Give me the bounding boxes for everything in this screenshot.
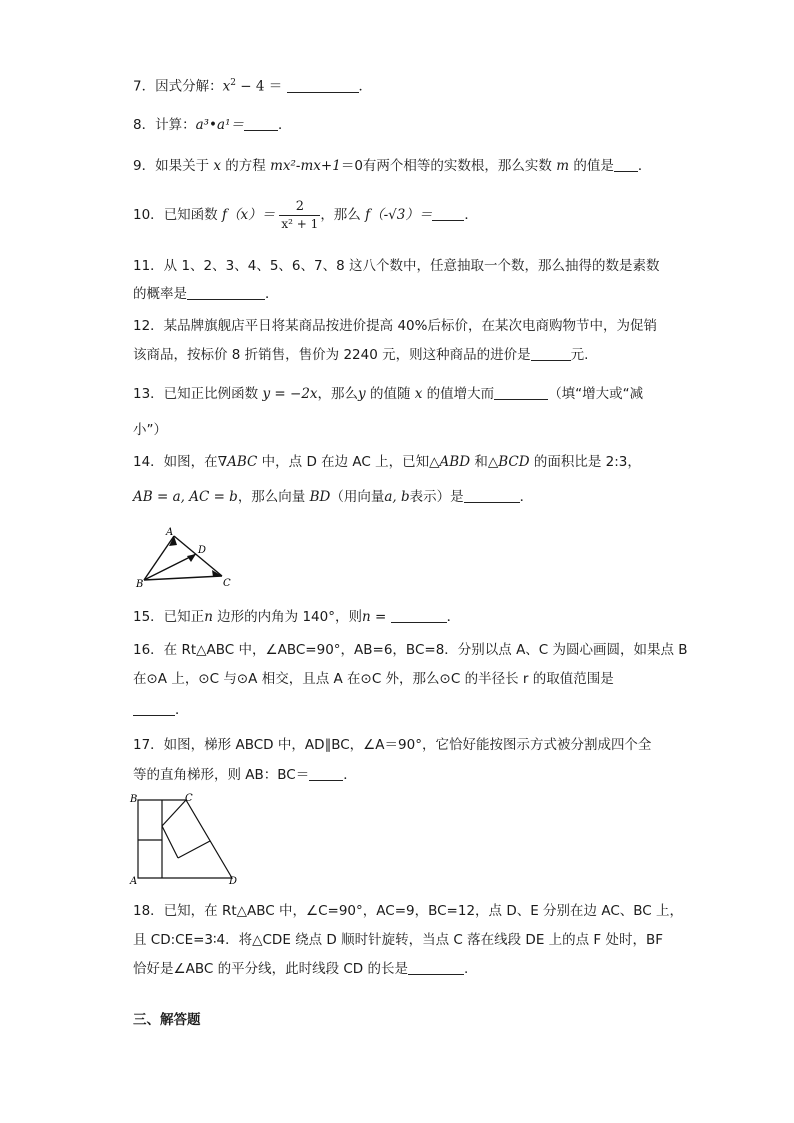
question-16-line-3 — [133, 700, 189, 720]
q17-end: ． — [343, 767, 357, 783]
question-12-line-2 — [133, 345, 588, 365]
fig17-label-a: A — [130, 876, 138, 886]
fig17-cut-3 — [162, 800, 186, 826]
figure-14-triangle — [134, 526, 238, 588]
q10-text-b: ，那么 — [320, 207, 366, 223]
q8-answer-blank — [244, 116, 278, 131]
q16-end: ． — [175, 702, 189, 718]
q14-answer-blank — [464, 488, 520, 503]
q9-var-m: m — [556, 158, 570, 174]
q11-answer-blank — [187, 285, 265, 300]
question-18-line-2: 且 CD:CE=3∶4．将△CDE 绕点 D 顺时针旋转，当点 C 落在线段 DE 上的点 F 处时，BF — [133, 932, 664, 948]
q9-end: ． — [637, 158, 652, 174]
q8-expr: a³•a¹＝ — [195, 117, 244, 133]
q13-text-b: ，那么 — [317, 386, 359, 402]
question-18-line-3 — [133, 959, 468, 979]
q9-text-b: 的方程 — [221, 158, 271, 174]
question-17-line-1: 17．如图，梯形 ABCD 中，AD∥BC，∠A＝90°，它恰好能按图示方式被分割成四个全 — [133, 737, 652, 753]
q10-numerator: 2 — [279, 199, 320, 216]
q13-text-c: 的值随 — [365, 386, 415, 402]
question-8 — [133, 115, 291, 135]
q14-triangle: ∇ABC — [217, 454, 258, 470]
q14-text-e: ，那么向量 — [237, 489, 310, 505]
q7-number: 7． — [133, 78, 156, 95]
question-14-line-2 — [133, 487, 533, 507]
q8-end: ． — [277, 117, 292, 133]
question-13-line-1 — [133, 384, 643, 404]
q14-text-b: 中，点 D 在边 AC 上，已知△ — [257, 454, 440, 470]
q14-vectors-ab: a, b — [384, 489, 410, 505]
q14-text-a: 14．如图，在 — [133, 454, 218, 470]
q11-text: 的概率是 — [133, 286, 187, 302]
fig17-cut-5 — [178, 841, 210, 858]
q10-answer-blank — [432, 206, 464, 221]
question-18-line-1: 18．已知，在 Rt△ABC 中，∠C=90°，AC=9，BC=12，点 D、E 分别在边 AC、BC 上， — [133, 903, 683, 919]
q7-answer-blank — [287, 78, 359, 93]
q13-answer-blank — [494, 385, 548, 400]
question-12-line-1: 12．某品牌旗舰店平日将某商品按进价提高 40%后标价，在某次电商购物节中，为促销 — [133, 318, 657, 334]
fig14-segment-bd — [144, 554, 196, 580]
q9-equation: mx²-mx+1 — [270, 158, 341, 174]
section-heading: 三、解答题 — [133, 1012, 201, 1028]
q13-text-d: 的值增大而 — [422, 386, 495, 402]
fig14-label-d: D — [198, 545, 207, 556]
q7-expr: x — [222, 78, 231, 95]
q12-text: 该商品，按标价 8 折销售，售价为 2240 元，则这种商品的进价是 — [133, 347, 531, 363]
q9-text-c: ＝0有两个相等的实数根，那么实数 — [340, 158, 557, 174]
fig14-arrow-d — [187, 554, 196, 562]
q8-number: 8． — [133, 117, 156, 133]
q9-answer-blank — [614, 157, 638, 172]
q14-text-d: 的面积比是 2:3， — [529, 454, 641, 470]
q13-text-a: 13．已知正比例函数 — [133, 386, 263, 402]
q10-end: ． — [464, 207, 478, 223]
question-9 — [133, 156, 651, 176]
q14-text-f: （用向量 — [330, 489, 385, 505]
q10-denominator: x² + 1 — [281, 216, 319, 231]
q7-end: ． — [358, 78, 373, 95]
q16-answer-blank — [133, 701, 175, 716]
q14-vector-bd: BD — [309, 489, 331, 505]
q7-rest: − 4 ＝ — [235, 78, 283, 95]
question-16-line-2: 在⊙A 上，⊙C 与⊙A 相交，且点 A 在⊙C 外，那么⊙C 的半径长 r 的取值范围是 — [133, 671, 614, 687]
fig14-label-c: C — [223, 578, 231, 588]
q8-text: 计算： — [155, 117, 196, 133]
fig14-label-a: A — [166, 527, 174, 538]
q9-text-d: 的值是 — [569, 158, 614, 174]
fig17-outline — [138, 800, 232, 878]
q10-function-value: f（-√3）＝ — [365, 207, 433, 223]
fig17-label-b: B — [130, 794, 138, 805]
q9-number: 9． — [133, 158, 156, 174]
q13-var-x: x — [414, 386, 423, 402]
figure-17-trapezoid — [128, 792, 244, 886]
q13-var-y: y — [358, 386, 366, 402]
q14-triangle-abd: ABD — [439, 454, 471, 470]
q15-text-c: = — [370, 609, 391, 625]
fig14-label-b: B — [136, 579, 144, 588]
q10-fraction — [279, 199, 320, 232]
question-11-line-2 — [133, 284, 279, 304]
q7-text: 因式分解： — [155, 78, 223, 95]
q14-end: ． — [519, 489, 534, 505]
q13-text-e: （填“增大或“减 — [548, 386, 644, 402]
fig14-side-ab — [144, 536, 174, 580]
q14-vector-given: AB = a, AC = b — [133, 489, 238, 505]
q12-end: 元. — [570, 347, 589, 363]
q15-answer-blank — [391, 608, 447, 623]
q10-function: f（x）＝ — [221, 207, 276, 223]
q14-text-g: 表示）是 — [409, 489, 464, 505]
q17-text: 等的直角梯形，则 AB：BC＝ — [133, 767, 310, 783]
q12-answer-blank — [531, 346, 571, 361]
q18-text: 恰好是∠ABC 的平分线，此时线段 CD 的长是 — [133, 961, 408, 977]
q17-answer-blank — [309, 766, 343, 781]
fig14-side-ac — [174, 536, 222, 576]
fig14-side-bc — [144, 576, 222, 580]
q7-exponent: 2 — [230, 78, 236, 88]
question-17-line-2 — [133, 765, 357, 785]
q9-var-x: x — [213, 158, 222, 174]
question-16-line-1: 16．在 Rt△ABC 中，∠ABC=90°，AB=6，BC=8．分别以点 A、C 为圆心画圆，如果点 B — [133, 642, 688, 658]
question-11-line-1: 11．从 1、2、3、4、5、6、7、8 这八个数中，任意抽取一个数，那么抽得的数是素数 — [133, 258, 660, 274]
q15-var-n: n — [204, 609, 213, 625]
question-10 — [133, 198, 478, 232]
question-7 — [133, 73, 372, 97]
q15-text-a: 15．已知正 — [133, 609, 205, 625]
q10-number: 10． — [133, 207, 164, 223]
q9-text-a: 如果关于 — [155, 158, 214, 174]
question-13-line-2: 小”） — [133, 422, 167, 438]
q15-var-n-2: n — [362, 609, 371, 625]
q14-triangle-bcd: BCD — [498, 454, 530, 470]
fig17-label-d: D — [229, 876, 238, 886]
q18-end: . — [463, 961, 469, 977]
question-14-line-1 — [133, 452, 641, 472]
q14-text-c: 和△ — [470, 454, 499, 470]
q13-function: y = −2x — [262, 386, 318, 402]
q18-answer-blank — [408, 960, 464, 975]
q10-text-a: 已知函数 — [163, 207, 222, 223]
fig17-label-c: C — [185, 793, 193, 804]
q15-end: ． — [446, 609, 461, 625]
question-15 — [133, 607, 460, 627]
q15-text-b: 边形的内角为 140°，则 — [212, 609, 362, 625]
fig17-cut-4 — [162, 826, 178, 858]
q11-end: ． — [265, 286, 279, 302]
